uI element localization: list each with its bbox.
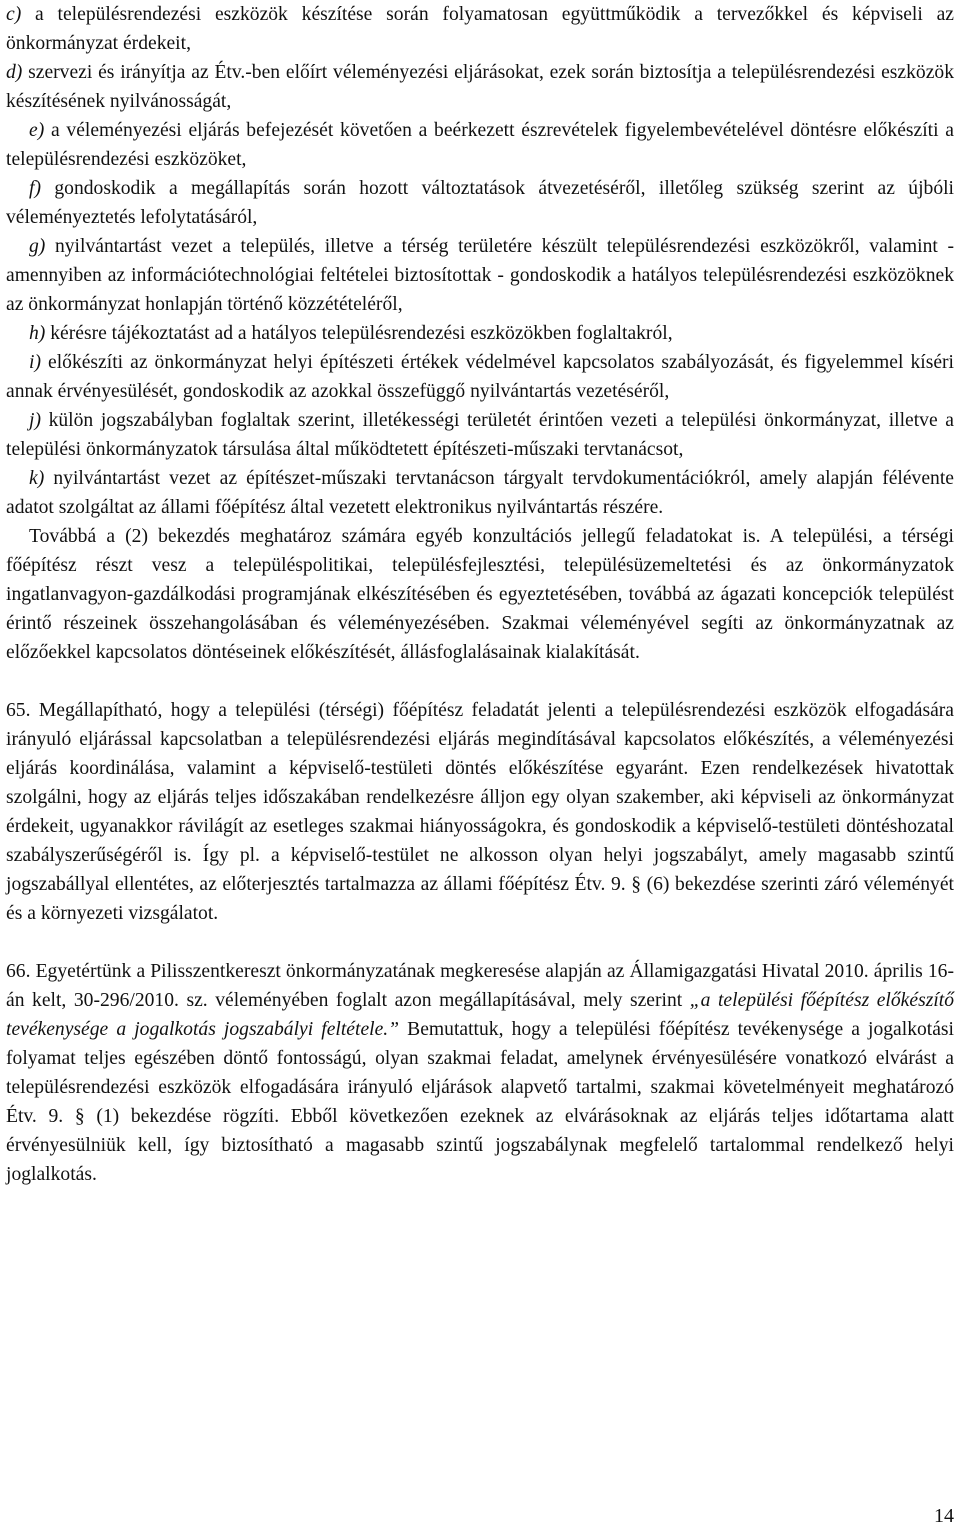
quoted-statement: „a települési főépítész előkészítő tevékenysége a jogalkotás jogszabályi feltétele.”	[6, 990, 955, 1040]
list-item-text: kérésre tájékoztatást ad a hatályos településrendezési eszközökben foglaltakról,	[45, 323, 673, 344]
list-item-text: gondoskodik a megállapítás során hozott változtatások átvezetéséről, illetőleg szükség szerint az újbóli véleményeztetés lefolytatásáról,	[6, 178, 954, 228]
list-item-text: a véleményezési eljárás befejezését követően a beérkezett észrevételek figyelembevételével döntésre előkészíti a településrendezési eszközöket,	[6, 120, 954, 170]
list-item-label: f)	[29, 178, 41, 199]
list-item	[6, 116, 954, 174]
list-item-text: külön jogszabályban foglaltak szerint, illetékességi területét érintően vezeti a települési önkormányzat, illetve a települési önkormányzatok társulása által működtetett építészeti-műszaki tervtanácsot,	[6, 410, 954, 460]
list-item	[6, 464, 954, 522]
paragraph-tovabba: Továbbá a (2) bekezdés meghatároz számára egyéb konzultációs jellegű feladatokat is. A települési, a térségi főépítész részt vesz a településpolitikai, településfejlesztési, településüzemeltetési és az önkormányzatok ingatlanvagyon-gazdálkodási programjának elkészítésében és egyeztetésében, továbbá az ágazati koncepciók települést érintő részeinek összehangolásában és véleményezésében. Szakmai véleményével segíti az önkormányzatnak az előzőekkel kapcsolatos döntéseinek előkészítését, állásfoglalásainak kialakítását.	[6, 526, 954, 663]
list-item-label: h)	[29, 323, 46, 344]
list-item	[6, 58, 954, 116]
list-item-text: szervezi és irányítja az Étv.-ben előírt véleményezési eljárásokat, ezek során biztosítja a településrendezési eszközök készítésének nyilvánosságát,	[6, 62, 954, 112]
paragraph-66-text-end: Bemutattuk, hogy a települési főépítész tevékenysége a jogalkotási folyamat teljes egészében döntő fontosságú, olyan szakmai feladat, amelynek érvényesülésére vonatkozó elvárást a településrendezési eszközök elfogadására irányuló eljárások alapvető tartalmi, szakmai követelményeit meghatározó Étv. 9. § (1) bekezdése rögzíti. Ebből következően ezeknek az elvárásoknak az eljárás teljes időtartama alatt érvényesülniük kell, így biztosítható a magasabb szintű jogszabálynak megfelelő tartalommal rendelkező helyi joglalkotás.	[6, 1019, 954, 1185]
list-item-label: g)	[29, 236, 46, 257]
list-item-label: j)	[29, 410, 41, 431]
list-item-text: előkészíti az önkormányzat helyi építészeti értékek védelmével kapcsolatos szabályozását, és figyelemmel kíséri annak érvényesülését, gondoskodik az azokkal összefüggő nyilvántartás vezetéséről,	[6, 352, 954, 402]
document-page	[6, 0, 954, 1189]
list-item	[6, 232, 954, 319]
paragraph-65: 65. Megállapítható, hogy a települési (térségi) főépítész feladatát jelenti a településrendezési eszközök elfogadására irányuló eljárással kapcsolatban a településrendezési eljárás megindításával kapcsolatos előkészítés, a véleményezési eljárás koordinálása, valamint a képviselő-testületi döntés előkészítése egyaránt. Ezen rendelkezések hivatottak szolgálni, hogy az eljárás teljes időszakában rendelkezésre álljon egy olyan szakember, aki képviseli az önkormányzat érdekeit, ugyanakkor rávilágít az esetleges szakmai hiányosságokra, és gondoskodik a képviselő-testületi döntéshozatal szabályszerűségéről is. Így pl. a képviselő-testület ne alkosson olyan helyi jogszabályt, amely magasabb szintű jogszabállyal ellentétes, az előterjesztés tartalmazza az állami főépítész Étv. 9. § (6) bekezdése szerinti záró véleményét és a környezeti vizsgálatot.	[6, 700, 954, 924]
list-item	[6, 348, 954, 406]
list-item-text: nyilvántartást vezet a település, illetve a térség területére készült településrendezési eszközökről, valamint - amennyiben az információtechnológiai feltételei biztosítottak - gondoskodik a hatályos településrendezési eszközöknek az önkormányzat honlapján történő közzétételéről,	[6, 236, 954, 315]
duties-list	[6, 0, 954, 522]
list-item	[6, 406, 954, 464]
list-item	[6, 0, 954, 58]
list-item-label: i)	[29, 352, 41, 373]
list-item-text: a településrendezési eszközök készítése során folyamatosan együttműködik a tervezőkkel és képviseli az önkormányzat érdekeit,	[6, 4, 954, 54]
list-item-label: k)	[29, 468, 45, 489]
page-number: 14	[934, 1505, 954, 1527]
paragraph-66	[6, 957, 954, 1189]
paragraph-66-text-start: 66. Egyetértünk a Pilisszentkereszt önkormányzatának megkeresése alapján az Államigazgatási Hivatal 2010. április 16-án kelt, 30-296/2010. sz. véleményében foglalt azon megállapításával, mely szerint	[6, 961, 954, 1011]
list-item-label: c)	[6, 4, 22, 25]
list-item	[6, 319, 954, 348]
list-item-label: d)	[6, 62, 23, 83]
list-item-text: nyilvántartást vezet az építészet-műszaki tervtanácson tárgyalt tervdokumentációkról, amely alapján félévente adatot szolgáltat az állami főépítész által vezetett elektronikus nyilvántartás részére.	[6, 468, 954, 518]
list-item-label: e)	[29, 120, 45, 141]
list-item	[6, 174, 954, 232]
